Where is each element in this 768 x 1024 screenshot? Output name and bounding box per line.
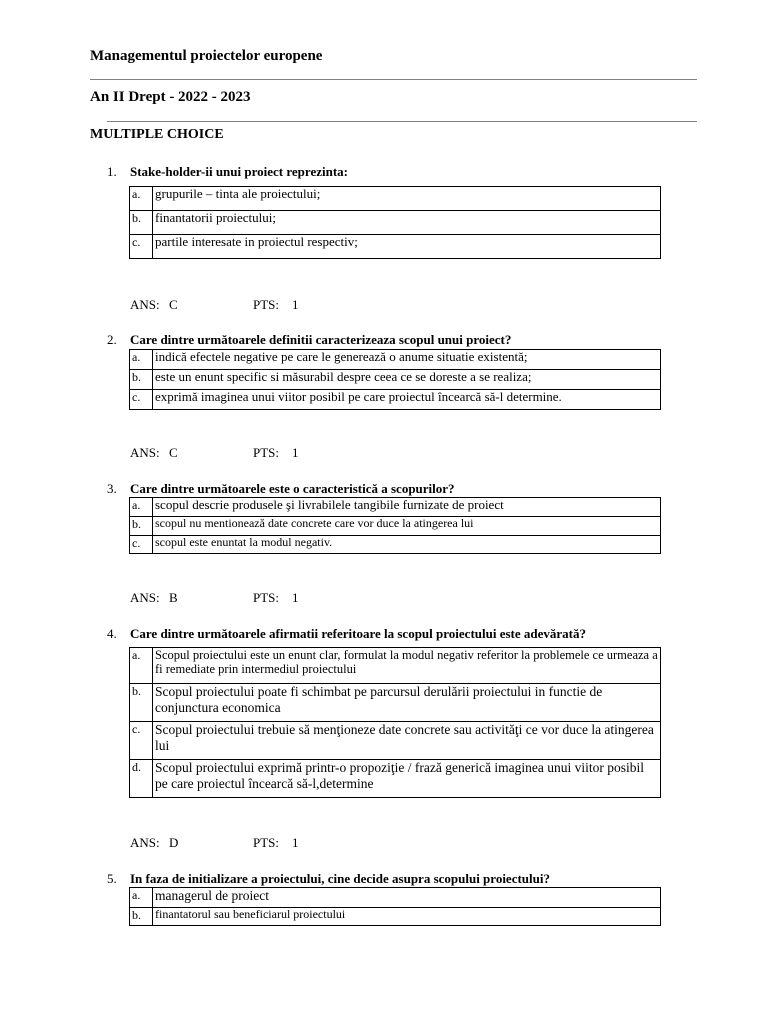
option-letter: b. [130, 517, 153, 536]
question-text: Care dintre următoarele definitii caracterizeaza scopul unui proiect? [130, 332, 512, 347]
options-table [129, 647, 661, 798]
question-text: Care dintre următoarele este o caracteristică a scopurilor? [130, 481, 455, 496]
option-letter: b. [130, 211, 153, 235]
option-letter: b. [130, 684, 153, 722]
option-text: grupurile – tinta ale proiectului; [153, 187, 661, 211]
answer-value: C [169, 297, 178, 312]
option-text: Scopul proiectului poate fi schimbat pe parcursul derulării proiectului in functie de conjunctura economica [153, 684, 661, 722]
option-row [130, 908, 661, 926]
question-number: 5. [107, 871, 117, 886]
points-label: PTS: [253, 835, 280, 850]
header-rule-bottom [107, 121, 697, 122]
option-letter: b. [130, 370, 153, 390]
answer-label: ANS: [130, 445, 160, 460]
option-text: partile interesate in proiectul respectiv; [153, 235, 661, 259]
option-row [130, 211, 661, 235]
option-text: managerul de proiect [153, 888, 661, 908]
option-row [130, 684, 661, 722]
options-table [129, 186, 661, 259]
option-row [130, 235, 661, 259]
option-letter: a. [130, 648, 153, 684]
option-row [130, 760, 661, 798]
option-letter: c. [130, 390, 153, 410]
document-subtitle: An II Drept - 2022 - 2023 [90, 89, 251, 105]
option-text: finantatorul sau beneficiarul proiectului [153, 908, 661, 926]
option-row [130, 648, 661, 684]
question-text: In faza de initializare a proiectului, cine decide asupra scopului proiectului? [130, 871, 550, 886]
option-text: scopul este enuntat la modul negativ. [153, 536, 661, 554]
option-text: finantatorii proiectului; [153, 211, 661, 235]
option-row [130, 536, 661, 554]
question-number: 2. [107, 332, 117, 347]
points-value: 1 [292, 590, 299, 605]
option-row [130, 187, 661, 211]
option-text: scopul nu mentionează date concrete care vor duce la atingerea lui [153, 517, 661, 536]
option-row [130, 350, 661, 370]
option-letter: a. [130, 888, 153, 908]
options-table [129, 887, 661, 926]
option-text: Scopul proiectului exprimă printr-o propoziţie / frază generică imaginea unui viitor posibil pe care proiectul încearcă să-l,determine [153, 760, 661, 798]
option-letter: c. [130, 722, 153, 760]
option-row [130, 370, 661, 390]
question-number: 4. [107, 626, 117, 641]
points-value: 1 [292, 297, 299, 312]
question-text: Stake-holder-ii unui proiect reprezinta: [130, 164, 348, 179]
option-row [130, 498, 661, 517]
option-text: este un enunt specific si măsurabil despre ceea ce se doreste a se realiza; [153, 370, 661, 390]
question-number: 1. [107, 164, 117, 179]
question-text: Care dintre următoarele afirmatii referitoare la scopul proiectului este adevărată? [130, 626, 586, 641]
answer-label: ANS: [130, 590, 160, 605]
option-text: indică efectele negative pe care le generează o anume situatie existentă; [153, 350, 661, 370]
points-value: 1 [292, 445, 299, 460]
answer-value: B [169, 590, 178, 605]
question-number: 3. [107, 481, 117, 496]
option-letter: a. [130, 498, 153, 517]
answer-value: C [169, 445, 178, 460]
option-letter: a. [130, 350, 153, 370]
points-label: PTS: [253, 590, 280, 605]
answer-value: D [169, 835, 179, 850]
option-row [130, 517, 661, 536]
points-value: 1 [292, 835, 299, 850]
option-row [130, 390, 661, 410]
document-title: Managementul proiectelor europene [90, 48, 323, 64]
header-rule-top [90, 79, 697, 80]
points-label: PTS: [253, 445, 280, 460]
options-table [129, 349, 661, 410]
answer-label: ANS: [130, 297, 160, 312]
option-text: Scopul proiectului este un enunt clar, formulat la modul negativ referitor la problemele ce urmeaza a fi remediate prin intermediul proiectului [153, 648, 661, 684]
answer-label: ANS: [130, 835, 160, 850]
option-row [130, 722, 661, 760]
points-label: PTS: [253, 297, 280, 312]
option-letter: a. [130, 187, 153, 211]
section-heading: MULTIPLE CHOICE [90, 127, 224, 142]
option-text: exprimă imaginea unui viitor posibil pe care proiectul încearcă să-l determine. [153, 390, 661, 410]
option-letter: c. [130, 235, 153, 259]
option-letter: b. [130, 908, 153, 926]
option-letter: c. [130, 536, 153, 554]
option-text: scopul descrie produsele şi livrabilele tangibile furnizate de proiect [153, 498, 661, 517]
option-letter: d. [130, 760, 153, 798]
options-table [129, 497, 661, 554]
option-text: Scopul proiectului trebuie să menţioneze date concrete sau activităţi ce vor duce la atingerea lui [153, 722, 661, 760]
option-row [130, 888, 661, 908]
